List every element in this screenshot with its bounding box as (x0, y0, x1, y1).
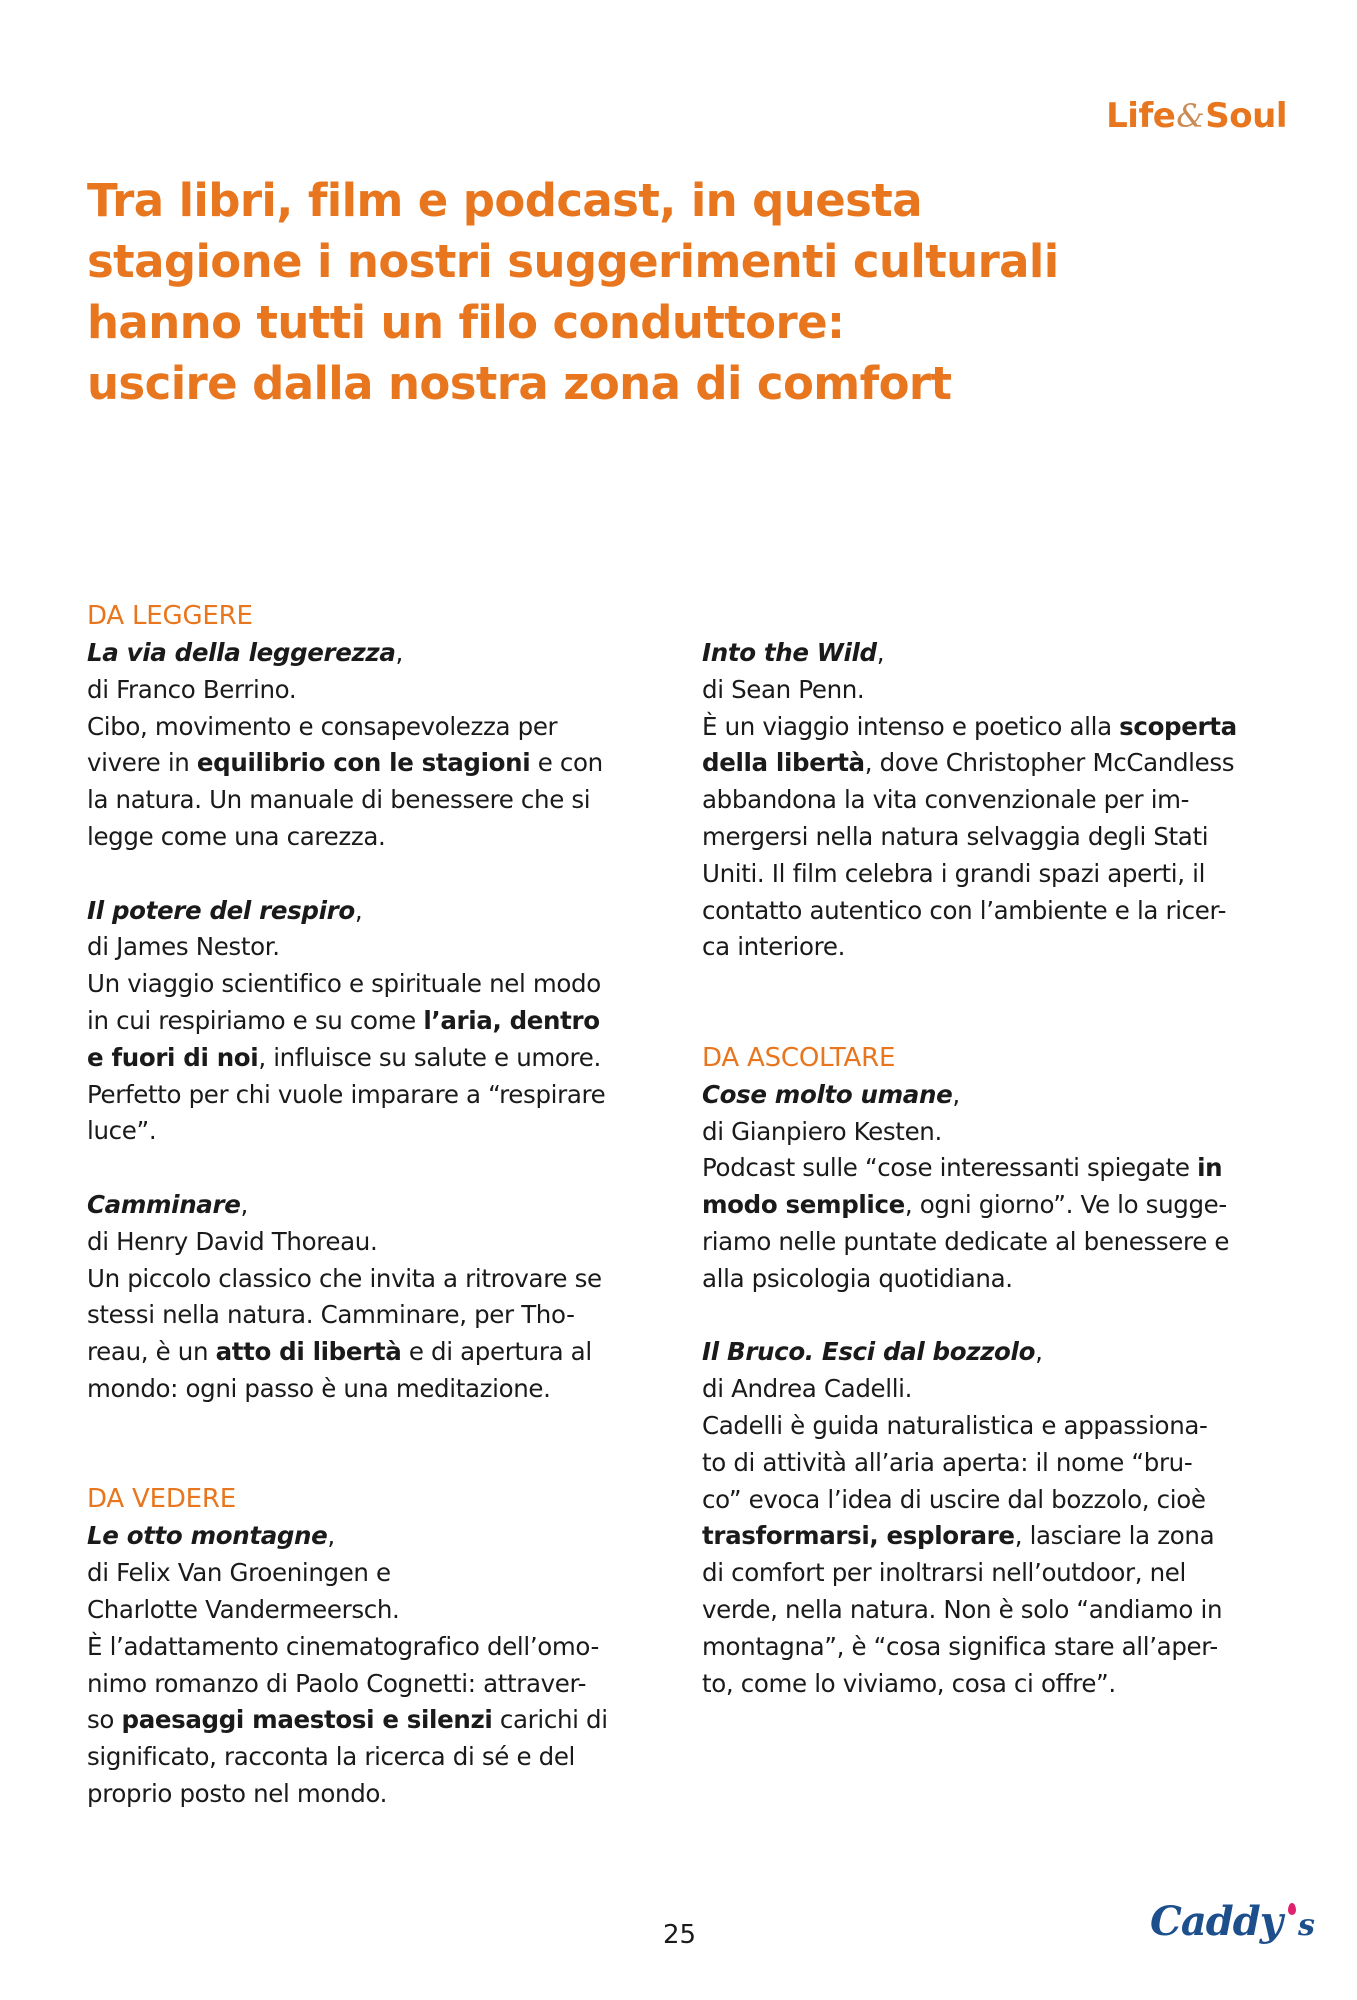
text-run: È un viaggio intenso e poetico alla (702, 711, 1120, 741)
desc-line (702, 1518, 1302, 1555)
desc-line: Perfetto per chi vuole imparare a “respirare (87, 1079, 606, 1109)
bold-run: trasformarsi, esplorare (702, 1521, 1015, 1551)
item-author: di Henry David Thoreau. (87, 1226, 378, 1256)
desc-line (87, 1003, 687, 1040)
desc-line: Cadelli è guida naturalistica e appassiona- (702, 1410, 1208, 1440)
text-run: , lasciare la zona (1014, 1521, 1215, 1551)
droplet-icon (1288, 1903, 1296, 1915)
recommendation-camminare (87, 1187, 687, 1408)
desc-line: stessi nella natura. Camminare, per Tho- (87, 1300, 575, 1330)
desc-line: legge come una carezza. (87, 821, 386, 851)
bold-run: scoperta (1119, 711, 1237, 741)
desc-line: significato, racconta la ricerca di sé e del (87, 1742, 575, 1772)
category-heading-read: DA LEGGERE (87, 601, 253, 631)
text-run: Podcast sulle “cose interessanti spiegate (702, 1153, 1198, 1183)
text-run: e con (530, 748, 603, 778)
page-number: 25 (663, 1920, 697, 1950)
section-tag-ampersand: & (1176, 97, 1205, 135)
category-heading-watch: DA VEDERE (87, 1484, 236, 1515)
bold-run: della libertà (702, 748, 865, 778)
desc-line: verde, nella natura. Non è solo “andiamo in (702, 1594, 1223, 1624)
category-heading-listen: DA ASCOLTARE (702, 1042, 896, 1073)
item-title: Il Bruco. Esci dal bozzolo (702, 1337, 1036, 1367)
text-run: , dove Christopher McCandless (864, 748, 1235, 778)
item-title: Le otto montagne (87, 1521, 328, 1551)
desc-line: alla psicologia quotidiana. (702, 1263, 1013, 1293)
item-title-line: Il Bruco. Esci dal bozzolo, (702, 1337, 1043, 1367)
text-run: reau, è un (87, 1337, 216, 1367)
bold-run: in (1197, 1153, 1223, 1183)
desc-line: riamo nelle puntate dedicate al benessere e (702, 1226, 1230, 1256)
item-author: di Franco Berrino. (87, 674, 297, 704)
bold-run: modo semplice (702, 1190, 905, 1220)
desc-line: luce”. (87, 1116, 157, 1146)
item-author: di James Nestor. (87, 932, 280, 962)
bold-run: atto di libertà (215, 1337, 402, 1367)
text-run: e di apertura al (401, 1337, 592, 1367)
desc-line (87, 1702, 687, 1739)
desc-line: to di attività all’aria aperta: il nome “bru- (702, 1447, 1193, 1477)
desc-line: ca interiore. (702, 932, 846, 962)
bold-run: equilibrio con le stagioni (196, 748, 531, 778)
text-run: so (87, 1705, 122, 1735)
item-author: di Felix Van Groeningen e (87, 1558, 391, 1588)
desc-line: to, come lo viviamo, cosa ci offre”. (702, 1668, 1116, 1698)
desc-line: abbandona la vita convenzionale per im- (702, 785, 1190, 815)
headline-line: stagione i nostri suggerimenti culturali (87, 235, 1059, 288)
item-title-line: Cose molto umane, (702, 1079, 960, 1109)
desc-line (87, 1040, 687, 1077)
desc-line (702, 1150, 1302, 1187)
desc-line (702, 745, 1302, 782)
desc-line (87, 1334, 687, 1371)
section-tag-soul: Soul (1205, 96, 1287, 136)
item-author: di Gianpiero Kesten. (702, 1116, 942, 1146)
bold-run: l’aria, dentro (423, 1005, 600, 1035)
recommendation-cose-molto-umane (702, 1077, 1302, 1298)
desc-line: Uniti. Il film celebra i grandi spazi aperti, il (702, 858, 1206, 888)
brand-name: Caddy (1150, 1898, 1282, 1945)
desc-line: la natura. Un manuale di benessere che si (87, 785, 591, 815)
desc-line: mondo: ogni passo è una meditazione. (87, 1373, 551, 1403)
item-title-line: Le otto montagne, (87, 1521, 335, 1551)
headline-line: Tra libri, film e podcast, in questa (87, 174, 922, 227)
desc-line: co” evoca l’idea di uscire dal bozzolo, cioè (702, 1484, 1206, 1514)
spacer (87, 1445, 687, 1482)
desc-line: di comfort per inoltrarsi nell’outdoor, nel (702, 1558, 1186, 1588)
left-column (87, 598, 687, 1850)
bold-run: paesaggi maestosi e silenzi (121, 1705, 493, 1735)
item-author: di Sean Penn. (702, 674, 865, 704)
desc-line (87, 745, 687, 782)
desc-line: Cibo, movimento e consapevolezza per (87, 711, 558, 741)
brand-suffix: s (1297, 1908, 1314, 1943)
desc-line: È l’adattamento cinematografico dell’omo- (87, 1631, 600, 1661)
desc-line: Un viaggio scientifico e spirituale nel modo (87, 969, 601, 999)
recommendation-potere-respiro (87, 893, 687, 1151)
item-title-line: La via della leggerezza, (87, 638, 403, 667)
desc-line: nimo romanzo di Paolo Cognetti: attraver- (87, 1668, 587, 1698)
headline-line: hanno tutti un filo conduttore: (87, 296, 845, 349)
item-title: Into the Wild (702, 638, 877, 667)
desc-line (702, 1187, 1302, 1224)
text-run: , ogni giorno”. Ve lo sugge- (904, 1190, 1227, 1220)
item-author: Charlotte Vandermeersch. (87, 1594, 400, 1624)
section-tag-life-and-soul (1106, 96, 1287, 136)
desc-line: Un piccolo classico che invita a ritrovare se (87, 1263, 602, 1293)
recommendation-otto-montagne (87, 1518, 687, 1812)
headline-line: uscire dalla nostra zona di comfort (87, 357, 952, 410)
item-title: Camminare (87, 1189, 241, 1219)
item-author: di Andrea Cadelli. (702, 1374, 913, 1404)
recommendation-via-leggerezza (87, 635, 687, 856)
desc-line: montagna”, è “cosa significa stare all’aper- (702, 1631, 1218, 1661)
recommendation-il-bruco (702, 1334, 1302, 1702)
section-tag-life: Life (1106, 96, 1176, 136)
desc-line: proprio posto nel mondo. (87, 1778, 388, 1808)
desc-line: mergersi nella natura selvaggia degli Stati (702, 821, 1209, 851)
page-headline (87, 170, 1087, 414)
right-column (702, 635, 1302, 1739)
text-run: vivere in (87, 748, 197, 778)
text-run: carichi di (492, 1705, 608, 1735)
desc-line (702, 709, 1302, 746)
item-title-line: Il potere del respiro, (87, 895, 363, 925)
item-title: Il potere del respiro (87, 895, 355, 925)
recommendation-into-the-wild (702, 635, 1302, 966)
desc-line: contatto autentico con l’ambiente e la ricer- (702, 895, 1227, 925)
text-run: , influisce su salute e umore. (258, 1042, 601, 1072)
item-title-line: Into the Wild, (702, 638, 885, 667)
item-title: La via della leggerezza (87, 638, 396, 667)
item-title-line: Camminare, (87, 1189, 248, 1219)
item-title: Cose molto umane (702, 1079, 953, 1109)
caddys-logo (1150, 1898, 1314, 1945)
text-run: in cui respiriamo e su come (87, 1005, 424, 1035)
bold-run: e fuori di noi (87, 1042, 259, 1072)
